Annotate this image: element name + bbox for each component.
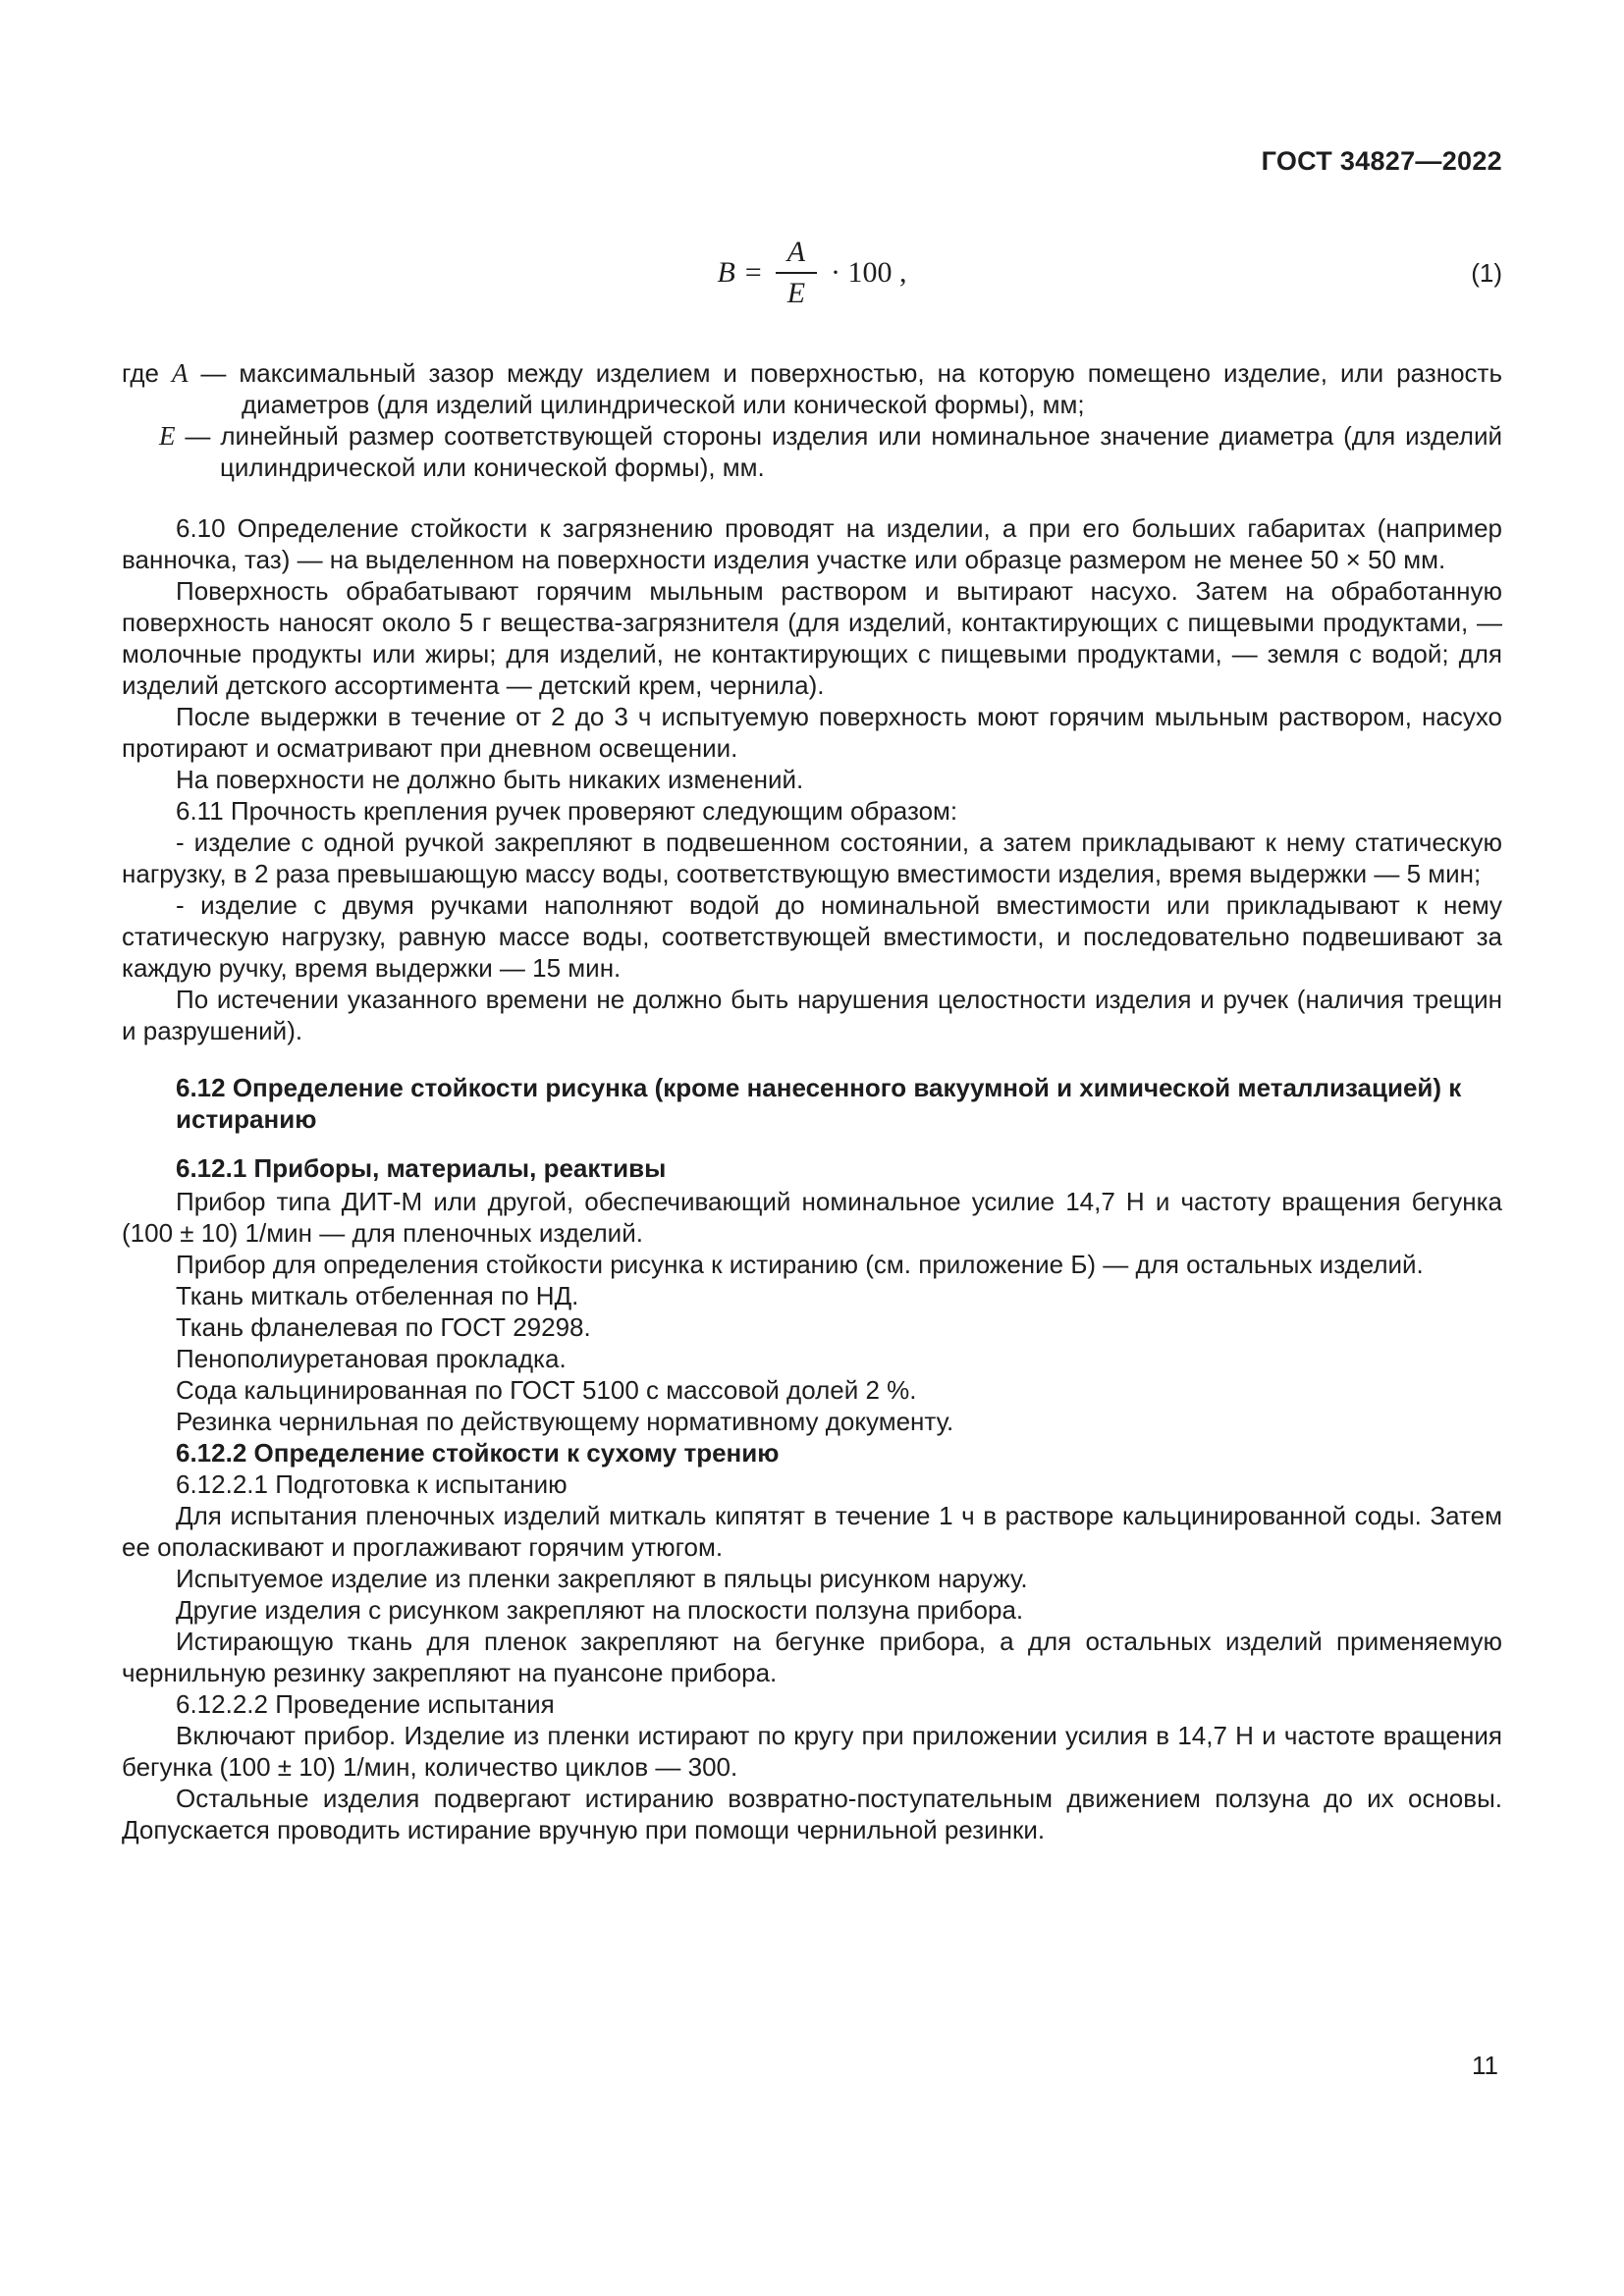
paragraph: Остальные изделия подвергают истиранию возвратно-поступательным движением ползуна до их основы. Допускается проводить истирание вручную при помощи чернильной резинки. (122, 1784, 1502, 1844)
page-content (122, 145, 1502, 1845)
paragraph: Истирающую ткань для пленок закрепляют на бегунке прибора, а для остальных изделий применяемую чернильную резинку закрепляют на пуансоне прибора. (122, 1627, 1502, 1687)
paragraph: Прибор типа ДИТ-М или другой, обеспечивающий номинальное усилие 14,7 Н и частоту вращения бегунка (100 ± 10) 1/мин — для пленочных изделий. (122, 1187, 1502, 1248)
paragraph: 6.11 Прочность крепления ручек проверяют следующим образом: (176, 796, 958, 826)
paragraph: Ткань фланелевая по ГОСТ 29298. (176, 1312, 591, 1342)
paragraph: 6.12.2.1 Подготовка к испытанию (176, 1469, 568, 1499)
equals-sign: = (744, 256, 762, 289)
paragraph: Для испытания пленочных изделий миткаль кипятят в течение 1 ч в растворе кальцинированной соды. Затем ее ополаскивают и проглаживают горячим утюгом. (122, 1501, 1502, 1562)
paragraph: Ткань миткаль отбеленная по НД. (176, 1281, 579, 1310)
paragraph: - изделие с двумя ручками наполняют водой до номинальной вместимости или прикладывают к нему статическую нагрузку, равную массе воды, соответствующей вместимости, и последовательно подвешивают за каждую ручку, время выдержки — 15 мин. (122, 890, 1502, 983)
fraction (776, 236, 817, 311)
document-body (122, 512, 1502, 1845)
fraction-denominator: Е (786, 277, 806, 309)
paragraph: - изделие с одной ручкой закрепляют в подвешенном состоянии, а затем прикладывают к нему статическую нагрузку, в 2 раза превышающую массу воды, соответствующую вместимости изделия, время выдержки — 5 мин; (122, 828, 1502, 888)
formula-block (122, 222, 1502, 324)
section-heading: 6.12 Определение стойкости рисунка (кроме нанесенного вакуумной и химической металлизацией) к истиранию (176, 1073, 1462, 1134)
paragraph: Другие изделия с рисунком закрепляют на плоскости ползуна прибора. (176, 1595, 1024, 1625)
formula-number: (1) (1471, 258, 1502, 288)
page-number: 11 (1472, 2051, 1498, 2080)
paragraph: Поверхность обрабатывают горячим мыльным раствором и вытирают насухо. Затем на обработанную поверхность наносят около 5 г вещества-загрязнителя (для изделий, контактирующих с пищевыми продуктами, — молочные продукты или жиры; для изделий, не контактирующих с пищевыми продуктами, — земля с водой; для изделий детского ассортимента — детский крем, чернила). (122, 576, 1502, 700)
section-heading: 6.12.1 Приборы, материалы, реактивы (176, 1153, 667, 1183)
paragraph: Испытуемое изделие из пленки закрепляют в пяльцы рисунком наружу. (176, 1564, 1028, 1593)
paragraph: На поверхности не должно быть никаких изменений. (176, 765, 804, 794)
paragraph: Сода кальцинированная по ГОСТ 5100 с массовой долей 2 %. (176, 1375, 917, 1405)
paragraph: 6.10 Определение стойкости к загрязнению проводят на изделии, а при его больших габаритах (например ванночка, таз) — на выделенном на поверхности изделия участке или образце размером не менее 50 × 50 мм. (122, 513, 1502, 574)
paragraph: Включают прибор. Изделие из пленки истирают по кругу при приложении усилия в 14,7 Н и частоте вращения бегунка (100 ± 10) 1/мин, количество циклов — 300. (122, 1721, 1502, 1782)
standard-number: ГОСТ 34827—2022 (1261, 146, 1502, 176)
formula (717, 236, 906, 311)
paragraph: После выдержки в течение от 2 до 3 ч испытуемую поверхность моют горячим мыльным раствором, насухо протирают и осматривают при дневном освещении. (122, 702, 1502, 763)
where-definition: где А — максимальный зазор между изделием и поверхностью, на которую помещено изделие, или разность диаметров (для изделий цилиндрической или конической формы), мм; (122, 358, 1502, 419)
where-definition: Е — линейный размер соответствующей стороны изделия или номинальное значение диаметра (для изделий цилиндрической или конической формы), мм. (159, 421, 1502, 482)
formula-lhs: В (717, 256, 735, 289)
document-header (122, 145, 1502, 177)
fraction-numerator: А (776, 236, 817, 275)
paragraph: По истечении указанного времени не должно быть нарушения целостности изделия и ручек (наличия трещин и разрушений). (122, 985, 1502, 1045)
where-definitions (122, 357, 1502, 483)
formula-suffix: · 100 , (831, 256, 907, 289)
paragraph: Резинка чернильная по действующему нормативному документу. (176, 1407, 954, 1436)
paragraph: Пенополиуретановая прокладка. (176, 1344, 567, 1373)
paragraph: Прибор для определения стойкости рисунка к истиранию (см. приложение Б) — для остальных изделий. (176, 1250, 1424, 1279)
paragraph: 6.12.2.2 Проведение испытания (176, 1689, 555, 1719)
section-heading: 6.12.2 Определение стойкости к сухому трению (176, 1438, 780, 1468)
